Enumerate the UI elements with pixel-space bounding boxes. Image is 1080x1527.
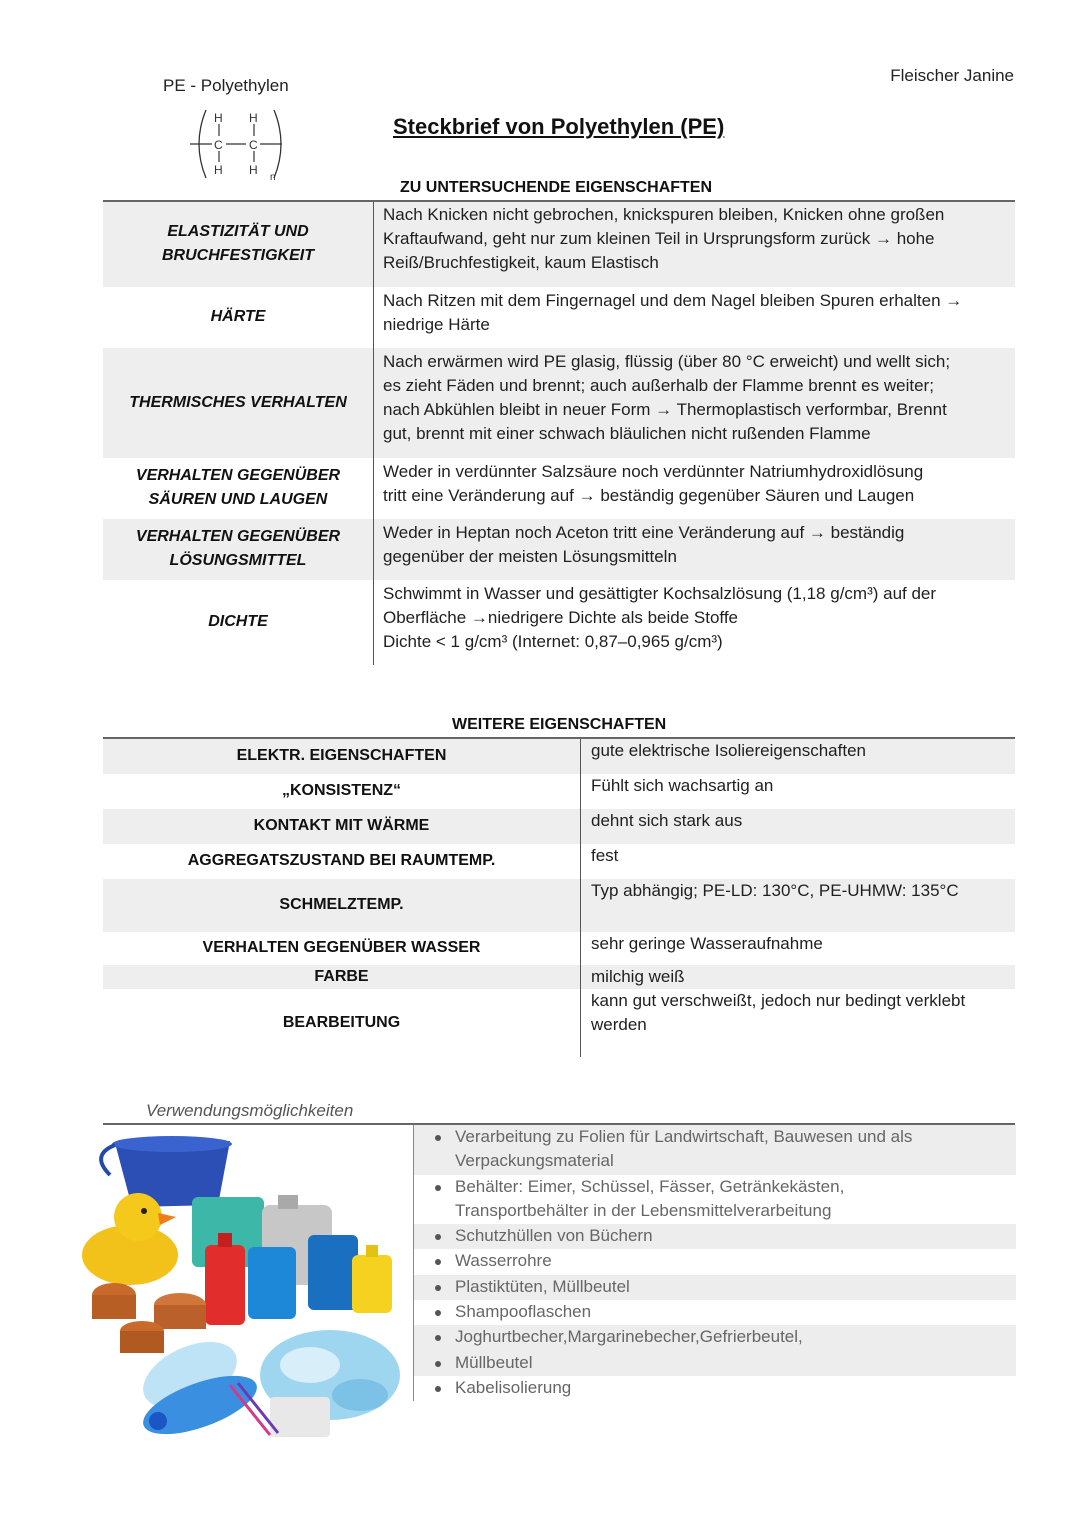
- property-value: Nach Knicken nicht gebrochen, knickspuren bleiben, Knicken ohne großen Kraftaufwand, geht nur zum kleinen Teil in Ursprungsform zurück → hohe Reiß/Bruchfestigkeit, kaum Elastisch: [373, 202, 1015, 287]
- section-heading-properties: ZU UNTERSUCHENDE EIGENSCHAFTEN: [400, 179, 713, 196]
- property-label: ELEKTR. EIGENSCHAFTEN: [236, 747, 447, 764]
- list-item: Schutzhüllen von Büchern: [414, 1224, 1016, 1249]
- section-heading-more-properties: WEITERE EIGENSCHAFTEN: [452, 716, 667, 733]
- property-value: dehnt sich stark aus: [580, 809, 1015, 844]
- property-label: „KONSISTENZ“: [281, 782, 402, 799]
- blue-canister-icon: [308, 1235, 358, 1310]
- table-row: [103, 932, 1015, 965]
- property-label: ELASTIZITÄT UND BRUCHFESTIGKEIT: [162, 223, 314, 264]
- property-value: Schwimmt in Wasser und gesättigter Kochsalzlösung (1,18 g/cm³) auf der Oberfläche →niedrigere Dichte als beide Stoffe Dichte < 1 g/cm³ (Internet: 0,87–0,965 g/cm³): [373, 580, 1015, 665]
- red-bottle-icon: [205, 1245, 245, 1325]
- more-properties-table: [103, 737, 1015, 1057]
- property-label: AGGREGATSZUSTAND BEI RAUMTEMP.: [187, 852, 496, 869]
- property-value: Typ abhängig; PE-LD: 130°C, PE-UHMW: 135°C: [580, 879, 1015, 932]
- list-item: Kabelisolierung: [414, 1376, 1016, 1401]
- property-label: SCHMELZTEMP.: [279, 896, 404, 913]
- table-row: [103, 809, 1015, 844]
- table-row: [103, 287, 1015, 348]
- property-label: VERHALTEN GEGENÜBER SÄUREN UND LAUGEN: [135, 467, 341, 508]
- property-value: kann gut verschweißt, jedoch nur bedingt verklebt werden: [580, 989, 1015, 1057]
- formula-atom-h: H: [249, 163, 258, 177]
- table-row: [103, 580, 1015, 665]
- formula-atom-h: H: [249, 111, 258, 125]
- usage-list: [413, 1125, 1016, 1401]
- property-value: gute elektrische Isoliereigenschaften: [580, 739, 1015, 774]
- list-item: Müllbeutel: [414, 1351, 1016, 1376]
- formula-atom-h: H: [214, 163, 223, 177]
- table-row: [103, 519, 1015, 580]
- table-row: [103, 844, 1015, 879]
- table-row: [103, 879, 1015, 932]
- page-title: Steckbrief von Polyethylen (PE): [393, 114, 725, 139]
- list-item: Plastiktüten, Müllbeutel: [414, 1275, 1016, 1300]
- list-item: Verarbeitung zu Folien für Landwirtschaft, Bauwesen und als Verpackungsmaterial: [414, 1125, 1016, 1175]
- table-row: [103, 739, 1015, 774]
- table-row: [103, 774, 1015, 809]
- property-value: fest: [580, 844, 1015, 879]
- property-value: sehr geringe Wasseraufnahme: [580, 932, 1015, 965]
- properties-table: [103, 200, 1015, 665]
- table-row: [103, 348, 1015, 458]
- property-value: Weder in verdünnter Salzsäure noch verdünnter Natriumhydroxidlösung tritt eine Veränderung auf → beständig gegenüber Säuren und Laugen: [373, 458, 1015, 519]
- property-label: VERHALTEN GEGENÜBER LÖSUNGSMITTEL: [135, 528, 341, 569]
- blue-canister-icon: [248, 1247, 296, 1319]
- list-item: Behälter: Eimer, Schüssel, Fässer, Getränkekästen, Transportbehälter in der Lebensmittelverarbeitung: [414, 1175, 1016, 1225]
- property-value: milchig weiß: [580, 965, 1015, 989]
- table-row: [103, 202, 1015, 287]
- property-label: THERMISCHES VERHALTEN: [129, 393, 347, 411]
- table-row: [103, 458, 1015, 519]
- property-label: FARBE: [314, 967, 369, 985]
- property-label: DICHTE: [208, 613, 268, 630]
- formula-atom-c: C: [249, 138, 258, 152]
- property-value: Fühlt sich wachsartig an: [580, 774, 1015, 809]
- property-value: Nach erwärmen wird PE glasig, flüssig (über 80 °C erweicht) und wellt sich; es zieht Fäden und brennt; auch außerhalb der Flamme brennt es weiter; nach Abkühlen bleibt in neuer Form → Thermoplastisch verformbar, Brennt gut, brennt mit einer schwach bläulichen nicht rußenden Flamme: [373, 348, 1015, 458]
- table-row: [103, 965, 1015, 989]
- property-label: KONTAKT MIT WÄRME: [253, 817, 430, 834]
- author-name: Fleischer Janine: [890, 66, 1014, 85]
- formula-label: PE - Polyethylen: [163, 76, 289, 95]
- property-value: Weder in Heptan noch Aceton tritt eine Veränderung auf → beständig gegenüber der meisten Lösungsmitteln: [373, 519, 1015, 580]
- property-value: Nach Ritzen mit dem Fingernagel und dem Nagel bleiben Spuren erhalten → niedrige Härte: [373, 287, 1015, 348]
- formula-atom-h: H: [214, 111, 223, 125]
- bag-icon: [270, 1397, 330, 1437]
- usage-label: Verwendungsmöglichkeiten: [146, 1101, 354, 1120]
- formula-atom-c: C: [214, 138, 223, 152]
- table-row: [103, 989, 1015, 1057]
- property-label: BEARBEITUNG: [282, 1013, 401, 1031]
- plastic-products-illustration: [80, 1135, 410, 1447]
- list-item: Shampooflaschen: [414, 1300, 1016, 1325]
- structural-formula: [188, 104, 298, 184]
- formula-subscript-n: n: [270, 172, 276, 183]
- yellow-canister-icon: [352, 1255, 392, 1313]
- rubber-duck-icon: [82, 1193, 178, 1285]
- property-label: HÄRTE: [210, 308, 266, 325]
- property-label: VERHALTEN GEGENÜBER WASSER: [202, 939, 481, 956]
- list-item: Wasserrohre: [414, 1249, 1016, 1274]
- list-item: Joghurtbecher,Margarinebecher,Gefrierbeutel,: [414, 1325, 1016, 1350]
